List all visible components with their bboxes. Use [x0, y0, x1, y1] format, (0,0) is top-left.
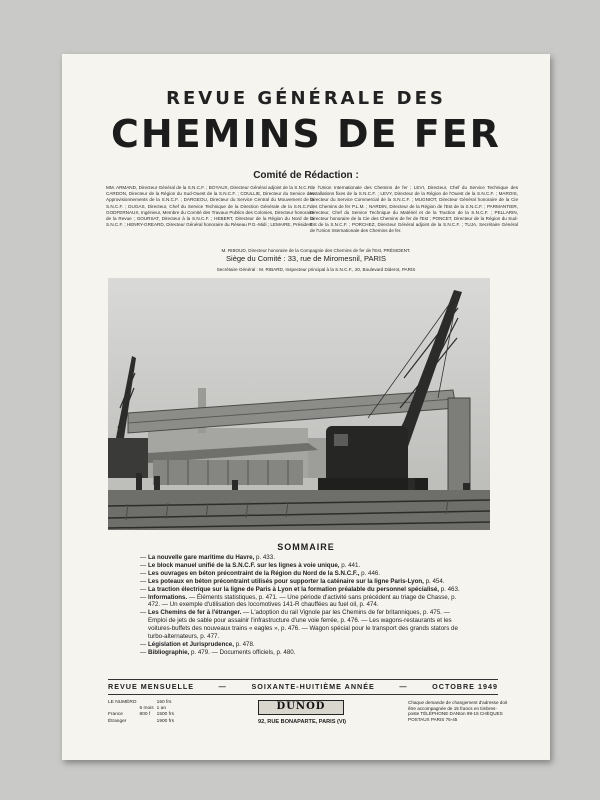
contents-item: — Les Chemins de fer à l'étranger. — L'adoption du rail Vignole par les Chemins de fer britanniques, p. 475. — Emploi de jets de sable pour assainir l'infrastructure d'une voie ferrée, p. 476. — Les wagons-restaurants et les voitures-buffets des nouveaux trains « eagles », p. 476. — Wagon spécial pour le transport des grands stators de turbo-alternateurs, p. 477. [140, 609, 470, 641]
committee-secretary: Secrétaire Général : M. RIBARD, Inspecteur principal à la S.N.C.F., 20, Boulevard Diderot, PARIS [216, 267, 416, 272]
address-change-notice: Chaque demande de changement d'adresse doit être accompagnée de 15 francs en timbres-poste TÉLÉPHONE DANton 99-15 CHÈQUES POSTAUX PARIS 75-45 [408, 700, 508, 722]
publisher-address: 92, RUE BONAPARTE, PARIS (VI) [257, 719, 347, 725]
contents-item: — Les ouvrages en béton précontraint de la Région du Nord de la S.N.C.F., p. 446. [140, 570, 470, 578]
footer-rule-top [108, 679, 498, 680]
committee-left-column: MM. ARMAND, Directeur Général de la S.N.C.F. ; BOYAUX, Directeur Général adjoint de la S.N.C.F. ; CARDON, Directeur de la Région du Sud-Ouest de la S.N.C.F. ; COULLIE, Directeur du Service des Approvisionnements de la S.N.C.F. ; DARGEOU, Directeur du Service Central du Mouvement de la S.N.C.F. ; DUGAS, Directeur, Chef du Service Technique de la Direction Générale de la S.N.C.F. ; GODFERNAUX, Ingénieur, Membre du Comité des Travaux Publics des Colonies, Directeur honoraire de la Revue ; GOURSAT, Directeur à la S.N.C.F. ; HEBERT, Directeur de la Région du Nord de la S.N.C.F. ; HENRY-GREARD, Directeur Général honoraire du Réseau P.O.-Midi ; LEMAIRE, Président [106, 185, 314, 228]
contents-item: — La traction électrique sur la ligne de Paris à Lyon et la formation préalable du personnel spécialisé, p. 463. [140, 586, 470, 594]
footer-issue-date: OCTOBRE 1949 [432, 682, 498, 691]
contents-item: — Le block manuel unifié de la S.N.C.F. sur les lignes à voie unique, p. 441. [140, 562, 470, 570]
contents-item: — Les poteaux en béton précontraint utilisés pour supporter la caténaire sur la ligne Paris-Lyon, p. 454. [140, 578, 470, 586]
committee-right-column: de l'Union Internationale des Chemins de fer ; LEVI, Directeur, Chef du Service Technique des Installations fixes de la S.N.C.F. ; LEVY, Directeur de la Région de l'Ouest de la S.N.C.F. ; MAROIS, Directeur du Service Commercial de la S.N.C.F. ; MUGNIOT, Directeur Général honoraire de la Cie des Chemins de fer P.L.M. ; NARDIN, Directeur de la Région de l'Est de la S.N.C.F. ; PARMANTIER, Directeur, Chef du Service Technique du Matériel et de la Traction de la S.N.C.F. ; PELLARIN, Directeur honoraire de la Cie des Chemins de fer de l'Est ; PONCET, Directeur de la Région du Sud-Est de la S.N.C.F. ; PORCHEZ, Directeur Général adjoint de la S.N.C.F. ; TUJA, Secrétaire Général de l'Union Internationale des Chemins de fer. [310, 185, 518, 234]
title-main: CHEMINS DE FER [111, 112, 501, 156]
table-row: Étranger 1900 frs [108, 718, 175, 724]
committee-heading: Comité de Rédaction : [253, 170, 359, 181]
table-row: 6 mois 1 an [139, 706, 167, 712]
table-row: France 800 f 1500 frs [108, 712, 175, 718]
footer-rule-bottom [108, 694, 498, 695]
committee-president: M. RIBOUD, Directeur honoraire de la Compagnie des Chemins de fer de l'Est, PRÉSIDENT. [221, 248, 411, 253]
footer-periodicity: REVUE MENSUELLE [108, 682, 195, 691]
contents-item: — La nouvelle gare maritime du Havre, p. 433. [140, 554, 470, 562]
footer-year: SOIXANTE-HUITIÈME ANNÉE [251, 682, 375, 691]
contents-item: — Législation et Jurisprudence, p. 478. [140, 641, 470, 649]
subscription-prices [108, 700, 177, 725]
magazine-cover [62, 54, 550, 760]
contents-list [140, 554, 470, 657]
publisher-logo: DUNOD [258, 700, 344, 715]
committee-seat: Siège du Comité : 33, rue de Miromesnil, PARIS [226, 254, 386, 263]
cover-photo-railway-crane [108, 278, 490, 530]
title-small: REVUE GÉNÉRALE DES [166, 88, 446, 109]
table-row: LE NUMÉRO 150 frs [108, 700, 172, 705]
footer-band: REVUE MENSUELLE — SOIXANTE-HUITIÈME ANNÉE — OCTOBRE 1949 [108, 682, 498, 691]
contents-item: — Informations. — Éléments statistiques, p. 471. — Une période d'activité sans précédent au triage de Chasse, p. 472. — Un exemple d'utilisation des locomotives 141-R chauffées au fuel oil, p. 474. [140, 594, 470, 610]
contents-item: — Bibliographie, p. 479. — Documents officiels, p. 480. [140, 649, 470, 657]
contents-heading: SOMMAIRE [277, 542, 335, 552]
